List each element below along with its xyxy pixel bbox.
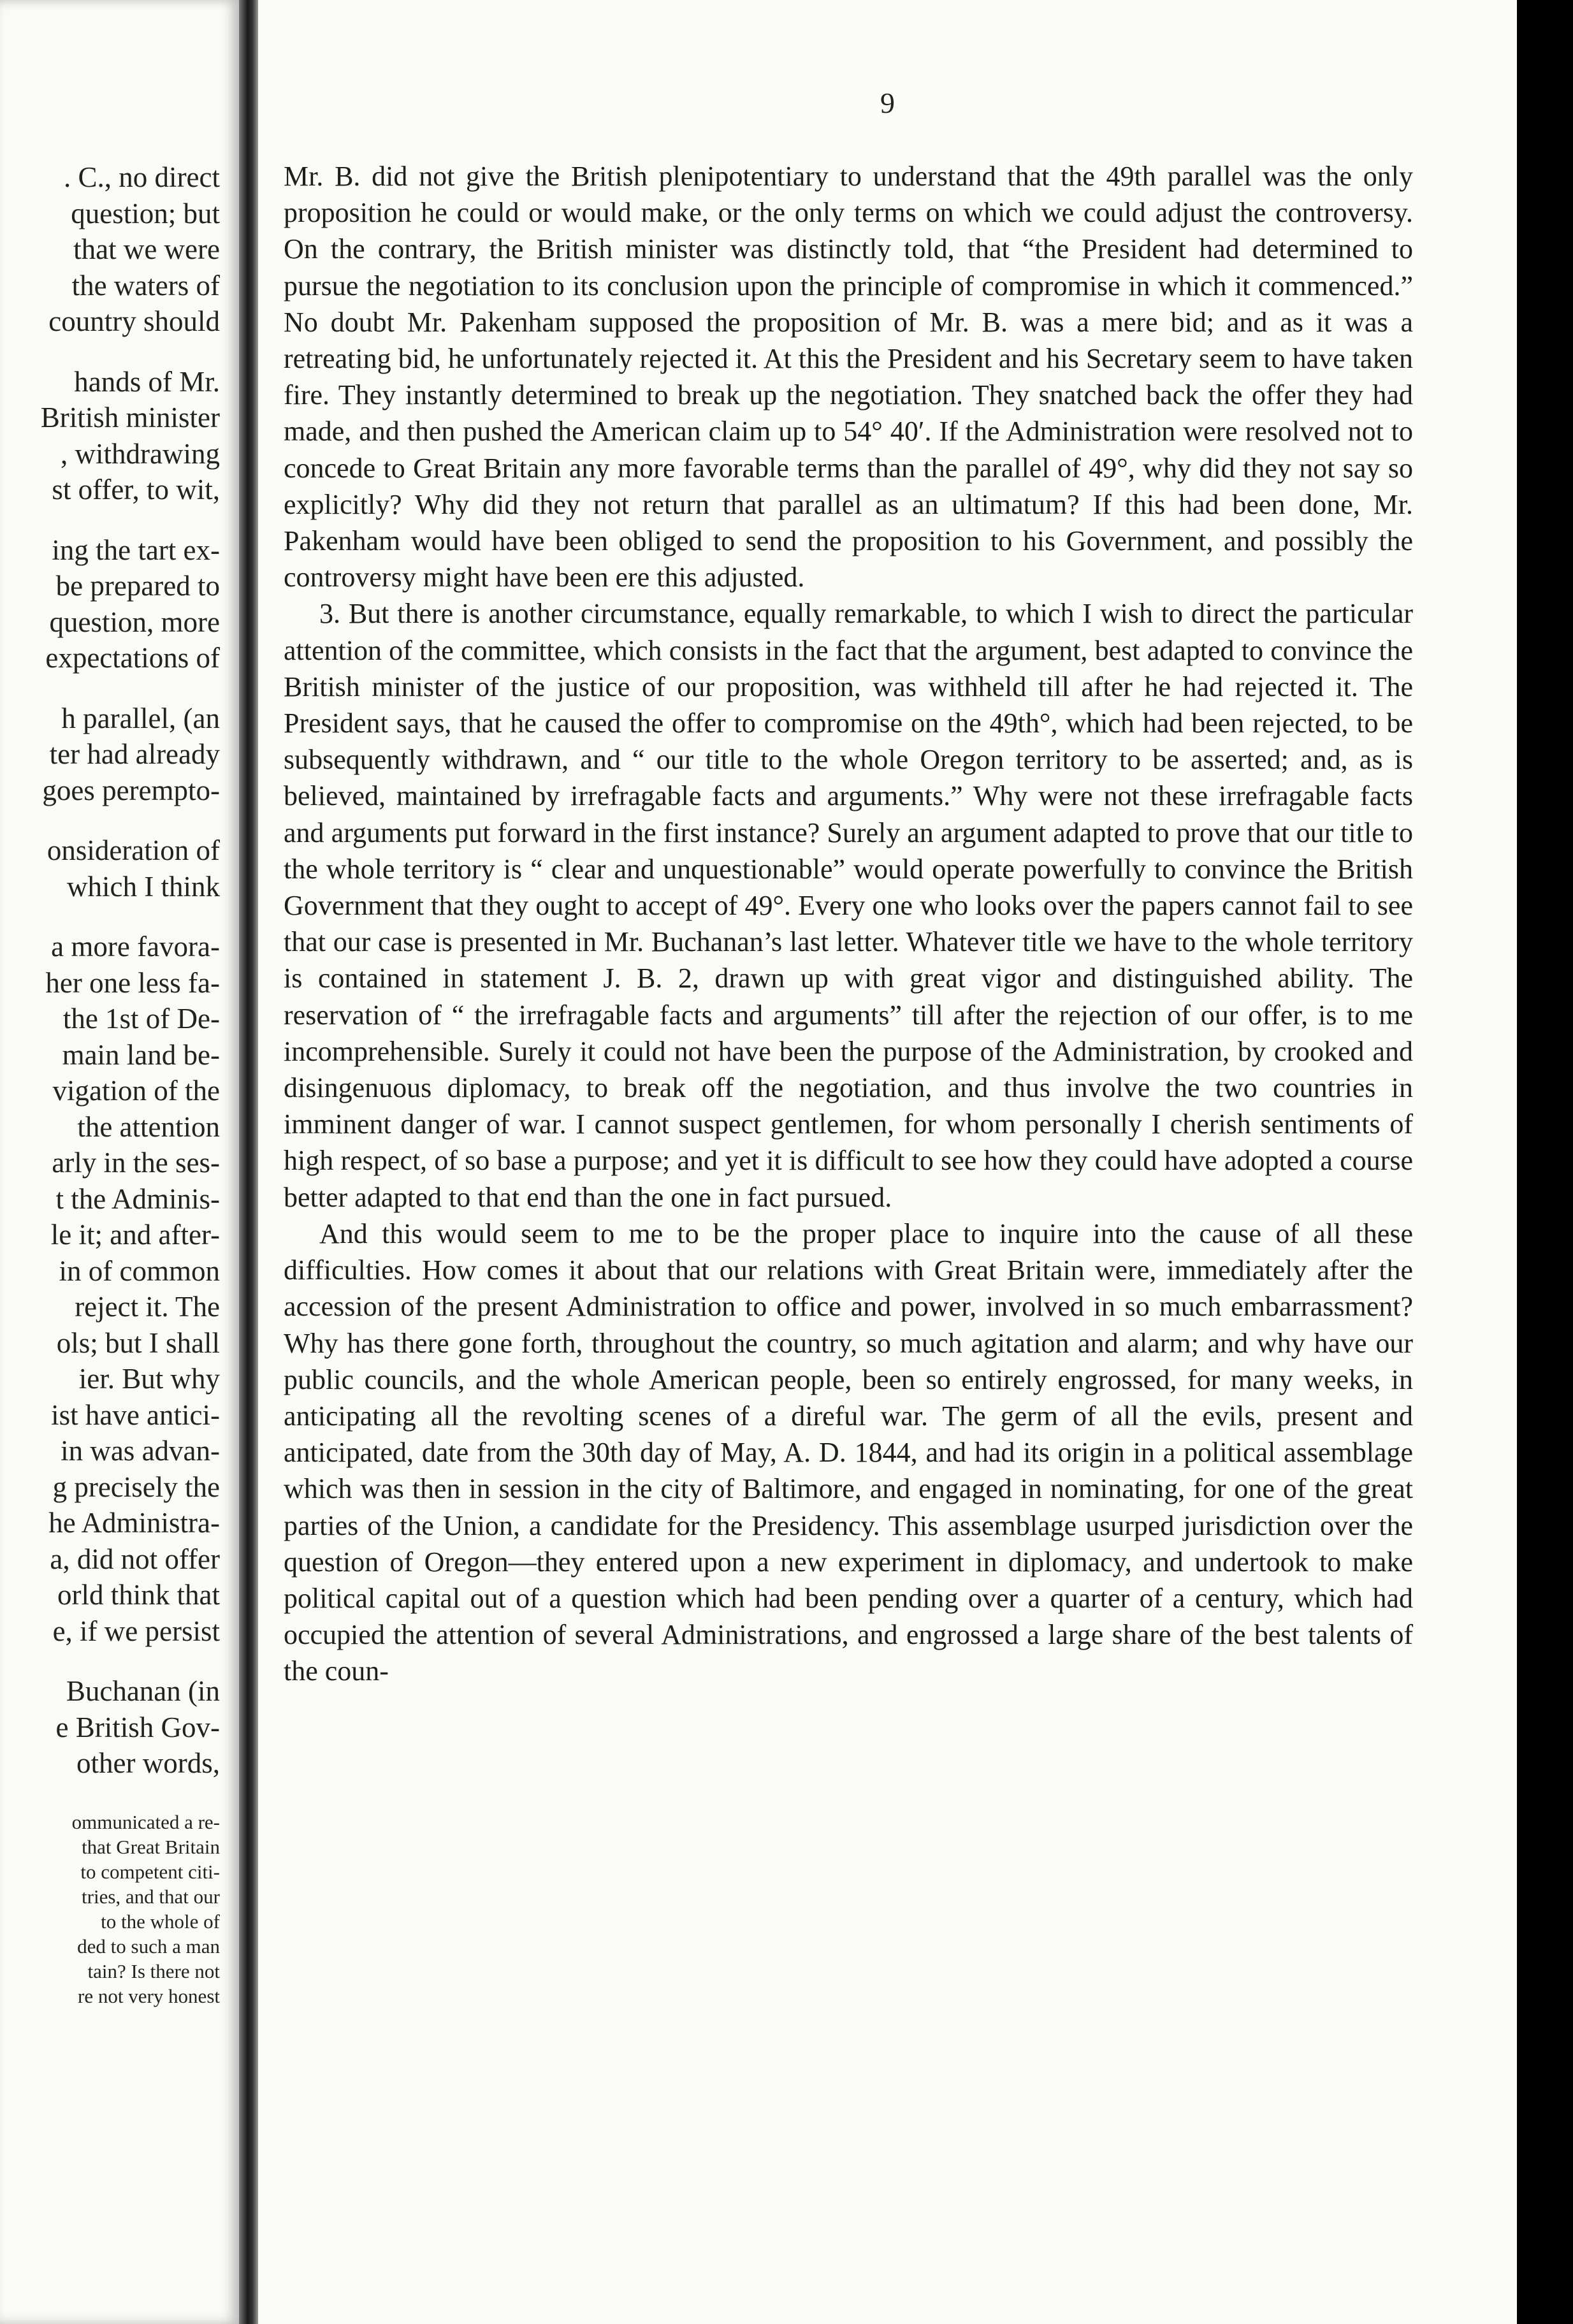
facing-page-line: ols; but I shall: [56, 1326, 220, 1359]
facing-page-line: , withdrawing: [61, 437, 220, 470]
facing-page-gap: [0, 1782, 220, 1810]
facing-page-line: British minister: [40, 402, 220, 433]
paragraph: 3. But there is another circumstance, equally remarkable, to which I wish to direct the particular attention of the committee, which consists in the fact that the argument, best adapted to convince the British minister of the justice of our proposition, was withheld till after he had rejected it. The President says, that he caused the offer to compromise on the 49th°, which had been rejected, to be subsequently withdrawn, and “ our title to the whole Oregon territory to be asserted; and, as is believed, maintained by irrefragable facts and arguments.” Why were not these irrefragable facts and arguments put forward in the first instance? Surely an argument adapted to prove that our title to the whole territory is “ clear and unquestionable” would operate powerfully to convince the British Government that they ought to accept of 49°. Every one who looks over the papers cannot fail to see that our case is presented in Mr. Buchanan’s last letter. Whatever title we have to the whole territory is contained in statement J. B. 2, drawn up with great vigor and distinguished ability. The reservation of “ the irrefragable facts and arguments” till after the rejection of our offer, is to me incomprehensible. Surely it could not have been the purpose of the Administration, by crooked and disingenuous diplomacy, to break off the negotiation, and thus involve the two countries in imminent danger of war. I cannot suspect gentlemen, for whom personally I cherish sentiments of high respect, of so base a purpose; and yet it is difficult to see how they could have adopted a course better adapted to that end than the one in fact pursued.: [284, 598, 1413, 1213]
facing-page-footnote-line: to the whole of: [101, 1910, 220, 1933]
facing-page-line: other words,: [76, 1747, 220, 1779]
facing-page-gap: [0, 676, 220, 701]
facing-page-line: hands of Mr.: [74, 365, 220, 398]
facing-page-line: the 1st of De-: [62, 1003, 220, 1035]
facing-page-line: . C., no direct: [64, 161, 220, 193]
facing-page-text: [0, 159, 220, 2008]
facing-page-gap: [0, 808, 220, 832]
facing-page-line: goes perempto-: [42, 774, 220, 806]
facing-page-footnote-line: tries, and that our: [82, 1885, 220, 1908]
facing-page-footnote-line: ommunicated a re-: [71, 1810, 220, 1833]
facing-page-line: the attention: [77, 1110, 220, 1143]
facing-page-line: le it; and after-: [50, 1219, 220, 1251]
book-gutter: [239, 0, 258, 2324]
facing-page-footnote-line: to competent citi-: [80, 1860, 220, 1883]
facing-page-line: ter had already: [49, 738, 220, 770]
facing-page-line: t the Adminis-: [55, 1182, 220, 1215]
facing-page-line: arly in the ses-: [52, 1147, 220, 1179]
facing-page-line: reject it. The: [75, 1291, 220, 1323]
facing-page-line: ist have antici-: [51, 1398, 220, 1431]
facing-page-line: the waters of: [71, 269, 220, 301]
facing-page-line: Buchanan (in: [66, 1675, 220, 1707]
page: [258, 0, 1517, 2324]
facing-page-footnote-line: ded to such a man: [77, 1935, 220, 1957]
facing-page-line: which I think: [67, 870, 220, 903]
facing-page-line: question; but: [71, 197, 220, 229]
facing-page-line: ing the tart ex-: [52, 534, 220, 566]
facing-page-footnote-line: tain? Is there not: [87, 1959, 220, 1982]
facing-page-line: be prepared to: [55, 570, 220, 602]
facing-page-fragment: [0, 0, 239, 2324]
facing-page-line: in of common: [59, 1254, 220, 1287]
facing-page-line: vigation of the: [52, 1075, 220, 1107]
facing-page-footnote-line: re not very honest: [78, 1984, 220, 2007]
paragraph: And this would seem to me to be the proper place to inquire into the cause of all these difficulties. How comes it about that our relations with Great Britain were, immediately after the accession of the present Administration to office and power, involved in so much embarrassment? Why has there gone forth, throughout the country, so much agitation and alarm; and why have our public councils, and the whole American people, been so entirely engrossed, for many weeks, in anticipating all the revolting scenes of a direful war. The germ of all the evils, present and anticipated, date from the 30th day of May, A. D. 1844, and had its origin in a political assemblage which was then in session in the city of Baltimore, and engaged in nominating, for one of the great parties of the Union, a candidate for the Presidency. This assemblage usurped jurisdiction over the question of Oregon—they entered upon a new experiment in diplomacy, and undertook to make political capital out of a question which had been pending over a quarter of a century, which had occupied the attention of several Administrations, and engrossed a large share of the best talents of the coun-: [284, 1217, 1413, 1687]
facing-page-line: question, more: [49, 606, 220, 638]
facing-page-line: st offer, to wit,: [52, 474, 220, 505]
facing-page-line: her one less fa-: [45, 966, 220, 999]
scan-edge: [1517, 0, 1573, 2324]
facing-page-line: h parallel, (an: [61, 702, 220, 734]
facing-page-line: orld think that: [57, 1579, 220, 1611]
facing-page-line: country should: [48, 305, 220, 337]
facing-page-line: g precisely the: [52, 1471, 220, 1503]
facing-page-line: in was advan-: [61, 1435, 220, 1467]
facing-page-footnote-line: that Great Britain: [82, 1835, 220, 1858]
facing-page-gap: [0, 1649, 220, 1673]
facing-page-line: that we were: [73, 233, 220, 265]
page-number: 9: [880, 87, 895, 119]
facing-page-line: expectations of: [45, 642, 220, 674]
facing-page-line: e British Gov-: [55, 1711, 220, 1743]
facing-page-gap: [0, 340, 220, 364]
facing-page-line: a more favora-: [51, 931, 220, 962]
paragraph: Mr. B. did not give the British plenipotentiary to understand that the 49th parallel was the only proposition he could or would make, or the only terms on which we could adjust the controversy. On the contrary, the British minister was distinctly told, that “the President had determined to pursue the negotiation to its conclusion upon the principle of compromise in which it commenced.” No doubt Mr. Pakenham supposed the proposition of Mr. B. was a mere bid; and as it was a retreating bid, he unfortunately rejected it. At this the President and his Secretary seem to have taken fire. They instantly determined to break up the negotiation. They snatched back the offer they had made, and then pushed the American claim up to 54° 40′. If the Administration were resolved not to concede to Great Britain any more favorable terms than the parallel of 49°, why did they not say so explicitly? Why did they not return that parallel as an ultimatum? If this had been done, Mr. Pakenham would have been obliged to send the proposition to his Government, and possibly the controversy might have been ere this adjusted.: [284, 161, 1413, 593]
body-text: [284, 158, 1413, 1690]
facing-page-line: onsideration of: [47, 834, 220, 866]
facing-page-gap: [0, 904, 220, 929]
facing-page-line: a, did not offer: [50, 1543, 220, 1575]
facing-page-line: main land be-: [62, 1038, 220, 1071]
facing-page-line: e, if we persist: [52, 1615, 220, 1647]
facing-page-line: he Administra-: [48, 1507, 220, 1539]
facing-page-gap: [0, 508, 220, 532]
facing-page-line: ier. But why: [78, 1363, 220, 1395]
